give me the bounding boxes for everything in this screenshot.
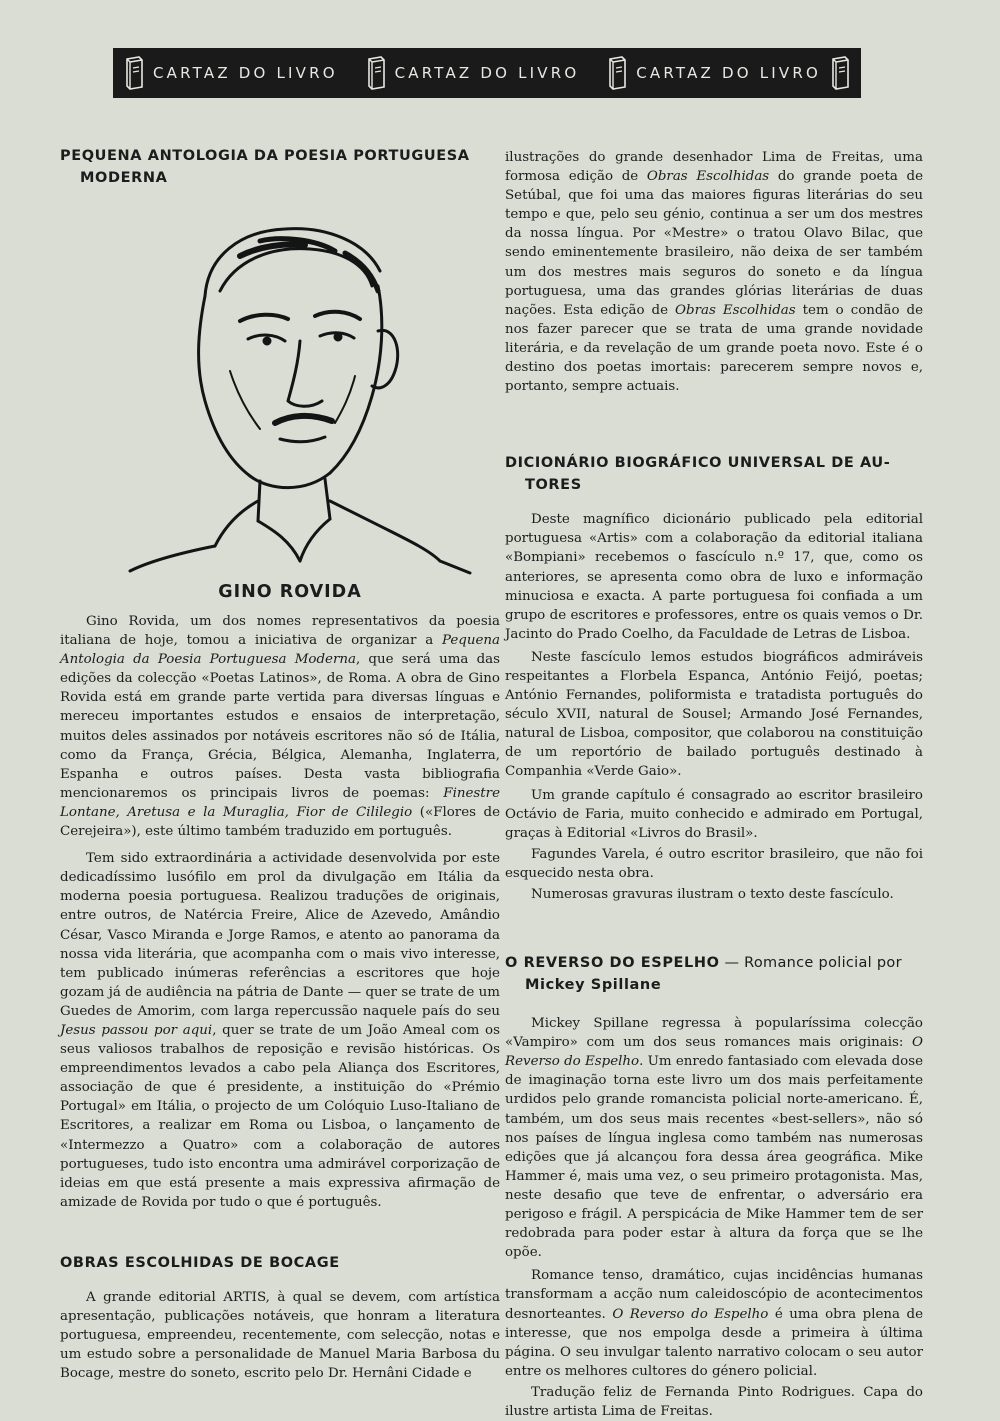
banner-label: CARTAZ DO LIVRO (153, 64, 338, 82)
article-title (505, 452, 923, 496)
banner-segment (123, 56, 338, 90)
paragraph: Numerosas gravuras ilustram o texto deste fascículo. (531, 887, 894, 902)
book-title: O Reverso do Espelho (612, 1306, 769, 1322)
text-run: («Flores de Cerejeira»), este último também traduzido em português. (60, 804, 501, 840)
text-run: Gino Rovida, um dos nomes representativos da poesia italiana de hoje, tomou a iniciativa de organizar a (60, 614, 500, 649)
portrait-caption: GINO ROVIDA (218, 582, 362, 602)
article-title-line: MODERNA (80, 170, 168, 186)
article-title-line: Mickey Spillane (525, 977, 662, 994)
book-title: O Reverso do Espelho (505, 1035, 923, 1070)
book-icon (606, 56, 628, 90)
book-title: Obras Escolhidas (675, 302, 796, 318)
portrait-illustration (110, 201, 500, 576)
header-banner (113, 48, 861, 98)
paragraph (60, 612, 500, 841)
paragraph: Deste magnífico dicionário publicado pela editorial portuguesa «Artis» com a colaboração da editorial italiana «Bompiani» recebemos o fascículo n.º 17, que, como os anteriores, se apresenta como obra de luxo e informação minuciosa e exacta. A parte portuguesa foi confiada a um grupo de escritores e professores, entre os quais vemos o Dr. Jacinto do Prado Coelho, da Faculdade de Letras de Lisboa. (505, 512, 923, 642)
book-title: Jesus passou por aqui (60, 1022, 213, 1038)
left-column (60, 145, 500, 1383)
paragraph (60, 849, 500, 1212)
text-run: Mickey Spillane regressa à popularíssima colecção «Vampiro» com um dos seus romances mais originais: (505, 1016, 923, 1051)
paragraph: Um grande capítulo é consagrado ao escritor brasileiro Octávio de Faria, muito conhecido e admirado em Portugal, graças à Editorial «Livros do Brasil». (505, 787, 923, 841)
book-icon (365, 56, 387, 90)
text-run: . Um enredo fantasiado com elevada dose de imaginação torna este livro um dos mais perfeitamente urdidos pelo grande romancista policial norte-americano. É, também, um dos seus mais recentes «best-sellers», não só nos países de língua inglesa como também nas numerosas edições que já alcançou fora dessa área geográfica. Mike Hammer é, mais uma vez, o seu primeiro protagonista. Mas, neste desafio que teve de enfrentar, o adversário era perigoso e frágil. A perspicácia de Mike Hammer tem de ser redobrada para poder estar à altura da força que se lhe opõe. (505, 1054, 924, 1261)
banner-segment (606, 56, 851, 90)
article-title-line: PEQUENA ANTOLOGIA DA POESIA PORTUGUESA (60, 148, 470, 164)
book-icon (829, 56, 851, 90)
text-run: , que será uma das edições da colecção «Poetas Latinos», de Roma. A obra de Gino Rovida está em grande parte vertida para diversas línguas e mereceu importantes estudos e ensaios de interpretação, muitos deles assinados por notáveis escritores não só de Itália, como da França, Grécia, Bélgica, Alemanha, Inglaterra, Espanha e outros países. Desta vasta bibliografia mencionaremos os principais livros de poemas: (60, 652, 500, 801)
paragraph: Tradução feliz de Fernanda Pinto Rodrigues. Capa do ilustre artista Lima de Freitas. (505, 1384, 923, 1419)
article-subtitle: — Romance policial por (719, 955, 902, 972)
article-title-line: TORES (525, 477, 582, 494)
banner-label: CARTAZ DO LIVRO (636, 64, 821, 82)
paragraph (505, 1266, 923, 1381)
text-run: Romance tenso, dramático, cujas incidências humanas transformam a acção num caleidoscópio de acontecimentos desnorteantes. (505, 1268, 923, 1322)
text-run: , quer se trate de um João Ameal com os seus valiosos trabalhos de reposição e revisão históricas. Os empreendimentos levados a cabo pela Aliança dos Escritores, associação de que é presidente, a instituição do «Prémio Portugal» em Itália, o projecto de um Colóquio Luso-Italiano de Escritores, a realizar em Roma ou Lisboa, o lançamento de «Intermezzo a Quatro» com a colaboração de autores portugueses, tudo isto encontra uma admirável corporização de ideias em que está presente a mais expressiva afirmação de amizade de Rovida por tudo o que é português. (60, 1022, 500, 1210)
article-title (60, 145, 500, 189)
article-title (505, 952, 923, 996)
paragraph: Neste fascículo lemos estudos biográficos admiráveis respeitantes a Florbela Espanca, António Feijó, poetas; António Fernandes, poliformista e tratadista português do século XVII, natural de Sousel; Armando José Fernandes, natural de Lisboa, compositor, que colaborou na constituição de um reportório de bailado português destinado à Companhia «Verde Gaio». (505, 649, 923, 780)
article-title-line: DICIONÁRIO BIOGRÁFICO UNIVERSAL DE AU- (505, 455, 891, 472)
text-run: Tem sido extraordinária a actividade desenvolvida por este dedicadíssimo lusófilo em prol da divulgação em Itália da moderna poesia portuguesa. Realizou traduções de originais, entre outros, de Natércia Freire, Alice de Azevedo, Amândio César, Vasco Miranda e Jorge Ramos, e atento ao panorama da nossa vida literária, que acompanha com o mais vivo interesse, tem publicado inúmeras referências a escritores que hoje gozam já de audiência na pátria de Dante — quer se trate de um Guedes de Amorim, com larga repercussão naquele país do seu (60, 851, 500, 1019)
book-title: Finestre Lontane, Aretusa e la Muraglia, Fior de Cililegio (60, 785, 500, 820)
article-title: OBRAS ESCOLHIDAS DE BOCAGE (60, 1254, 340, 1271)
text-run: do grande poeta de Setúbal, que foi uma das maiores figuras literárias do seu tempo e que, pelo seu génio, continua a ser um dos mestres da nossa língua. Por «Mestre» o tratou Olavo Bilac, que sendo eminentemente brasileiro, não deixa de ser também um dos mestres mais seguros do soneto e da língua portuguesa, uma das grandes glórias literárias de duas nações. Esta edição de (505, 169, 924, 318)
paragraph (505, 148, 923, 396)
paragraph (505, 1014, 923, 1262)
paragraph: A grande editorial ARTIS, à qual se devem, com artística apresentação, publicações notáveis, que honram a literatura portuguesa, empreendeu, recentemente, com selecção, notas e um estudo sobre a personalidade de Manuel Maria Barbosa du Bocage, mestre do soneto, escrito pelo Dr. Hernâni Cidade e (60, 1289, 500, 1382)
paragraph: Fagundes Varela, é outro escritor brasileiro, que não foi esquecido nesta obra. (505, 846, 923, 881)
text-run: tem o condão de nos fazer parecer que se trata de uma grande novidade literária, e da revelação de um grande poeta novo. Este é o destino dos poetas imortais: parecerem sempre novos e, portanto, sempre actuais. (505, 302, 923, 395)
right-column (505, 148, 923, 1421)
book-icon (123, 56, 145, 90)
banner-segment (365, 56, 580, 90)
banner-label: CARTAZ DO LIVRO (394, 64, 580, 82)
text-run: ilustrações do grande desenhador Lima de Freitas, uma formosa edição de (505, 150, 923, 185)
text-run: é uma obra plena de interesse, que nos empolga desde a primeira à última página. O seu invulgar talento narrativo colocam o seu autor entre os melhores cultores do género policial. (505, 1306, 924, 1379)
book-title: Obras Escolhidas (646, 169, 770, 185)
book-title: Pequena Antologia da Poesia Portuguesa Moderna (60, 633, 500, 668)
article-title-main: O REVERSO DO ESPELHO (505, 955, 720, 972)
